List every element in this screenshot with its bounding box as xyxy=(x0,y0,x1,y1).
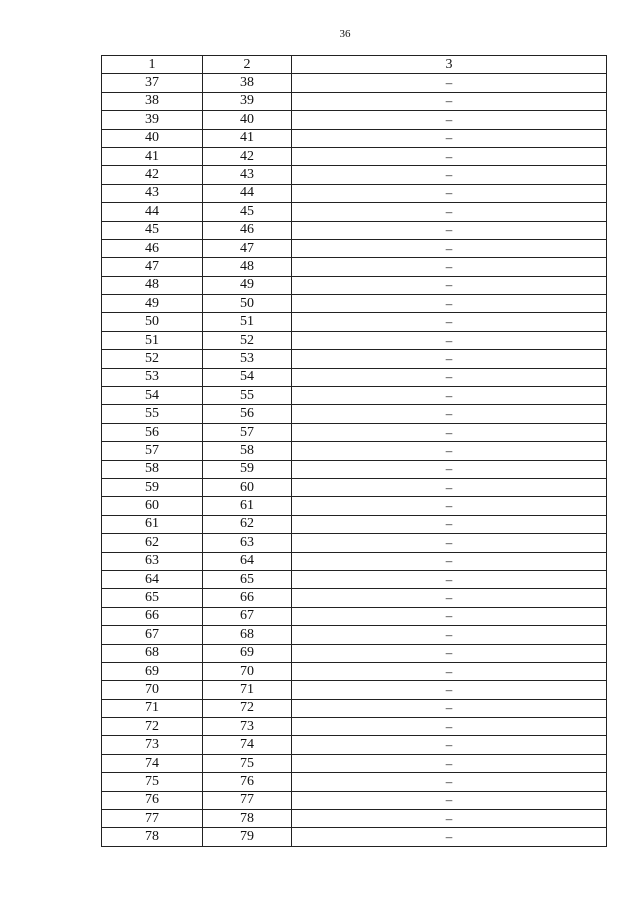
table-row xyxy=(102,718,607,736)
table-cell-col1: 48 xyxy=(102,276,203,294)
table-cell-col3: – xyxy=(292,442,607,460)
table-cell-col2: 68 xyxy=(203,626,292,644)
table-cell-col3: – xyxy=(292,699,607,717)
table-cell-col1: 72 xyxy=(102,718,203,736)
table-cell-col2: 62 xyxy=(203,515,292,533)
table-cell-col2: 39 xyxy=(203,92,292,110)
table-cell-col2: 52 xyxy=(203,331,292,349)
table-cell-col2: 57 xyxy=(203,423,292,441)
table-cell-col3: – xyxy=(292,552,607,570)
table-row xyxy=(102,258,607,276)
table-cell-col1: 61 xyxy=(102,515,203,533)
table-cell-col2: 70 xyxy=(203,662,292,680)
table-cell-col3: – xyxy=(292,92,607,110)
table-cell-col3: – xyxy=(292,313,607,331)
table-cell-col1: 59 xyxy=(102,478,203,496)
table-cell-col1: 78 xyxy=(102,828,203,846)
table-row xyxy=(102,111,607,129)
table-cell-col2: 75 xyxy=(203,754,292,772)
table-cell-col1: 68 xyxy=(102,644,203,662)
table-cell-col2: 79 xyxy=(203,828,292,846)
table-cell-col1: 51 xyxy=(102,331,203,349)
table-cell-col3: – xyxy=(292,736,607,754)
table-cell-col3: – xyxy=(292,718,607,736)
table-cell-col3: – xyxy=(292,534,607,552)
table-row xyxy=(102,681,607,699)
table-row xyxy=(102,791,607,809)
table-cell-col1: 65 xyxy=(102,589,203,607)
table-cell-col2: 49 xyxy=(203,276,292,294)
table-header-row xyxy=(102,56,607,74)
table-cell-col1: 66 xyxy=(102,607,203,625)
page-number: 36 xyxy=(339,28,351,40)
table-cell-col3: – xyxy=(292,74,607,92)
table-row xyxy=(102,497,607,515)
table-row xyxy=(102,221,607,239)
table-cell-col1: 58 xyxy=(102,460,203,478)
table-cell-col3: – xyxy=(292,681,607,699)
table-cell-col3: – xyxy=(292,497,607,515)
table-cell-col2: 63 xyxy=(203,534,292,552)
table-cell-col3: – xyxy=(292,828,607,846)
table-cell-col3: – xyxy=(292,111,607,129)
table-cell-col3: – xyxy=(292,258,607,276)
table-cell-col1: 50 xyxy=(102,313,203,331)
table-cell-col1: 76 xyxy=(102,791,203,809)
table-cell-col1: 77 xyxy=(102,810,203,828)
table-cell-col3: – xyxy=(292,221,607,239)
table-row xyxy=(102,295,607,313)
table-row xyxy=(102,644,607,662)
table-cell-col3: – xyxy=(292,184,607,202)
table-cell-col2: 54 xyxy=(203,368,292,386)
table-header xyxy=(102,56,607,74)
table-cell-col1: 67 xyxy=(102,626,203,644)
table-row xyxy=(102,368,607,386)
column-header-3: 3 xyxy=(292,56,607,74)
table-cell-col3: – xyxy=(292,773,607,791)
table-cell-col1: 62 xyxy=(102,534,203,552)
table-cell-col2: 58 xyxy=(203,442,292,460)
table-row xyxy=(102,331,607,349)
table-cell-col3: – xyxy=(292,203,607,221)
table-cell-col2: 55 xyxy=(203,387,292,405)
table-cell-col2: 38 xyxy=(203,74,292,92)
table-row xyxy=(102,534,607,552)
table-cell-col2: 71 xyxy=(203,681,292,699)
table-row xyxy=(102,405,607,423)
table-cell-col3: – xyxy=(292,662,607,680)
table-cell-col1: 54 xyxy=(102,387,203,405)
table-cell-col2: 67 xyxy=(203,607,292,625)
table-cell-col1: 75 xyxy=(102,773,203,791)
table-cell-col2: 50 xyxy=(203,295,292,313)
table-row xyxy=(102,276,607,294)
table-row xyxy=(102,239,607,257)
table-cell-col3: – xyxy=(292,239,607,257)
table-row xyxy=(102,754,607,772)
table-cell-col3: – xyxy=(292,276,607,294)
table-cell-col1: 69 xyxy=(102,662,203,680)
table-cell-col3: – xyxy=(292,331,607,349)
table-cell-col1: 44 xyxy=(102,203,203,221)
table-cell-col1: 60 xyxy=(102,497,203,515)
table-row xyxy=(102,736,607,754)
table-cell-col1: 63 xyxy=(102,552,203,570)
table-cell-col1: 56 xyxy=(102,423,203,441)
table-row xyxy=(102,478,607,496)
table-cell-col3: – xyxy=(292,460,607,478)
table-cell-col2: 41 xyxy=(203,129,292,147)
table-body xyxy=(102,74,607,846)
table-cell-col1: 38 xyxy=(102,92,203,110)
table-cell-col3: – xyxy=(292,607,607,625)
column-header-2: 2 xyxy=(203,56,292,74)
table-row xyxy=(102,589,607,607)
table-row xyxy=(102,460,607,478)
table-row xyxy=(102,773,607,791)
table-cell-col2: 74 xyxy=(203,736,292,754)
table-cell-col1: 46 xyxy=(102,239,203,257)
table-cell-col2: 72 xyxy=(203,699,292,717)
table-cell-col3: – xyxy=(292,387,607,405)
table-row xyxy=(102,387,607,405)
table-cell-col2: 78 xyxy=(203,810,292,828)
table-cell-col2: 73 xyxy=(203,718,292,736)
table-cell-col3: – xyxy=(292,754,607,772)
table-cell-col3: – xyxy=(292,423,607,441)
table-cell-col1: 70 xyxy=(102,681,203,699)
table-row xyxy=(102,828,607,846)
table-cell-col1: 71 xyxy=(102,699,203,717)
table-cell-col2: 60 xyxy=(203,478,292,496)
table-cell-col1: 57 xyxy=(102,442,203,460)
table-cell-col3: – xyxy=(292,478,607,496)
table-cell-col3: – xyxy=(292,626,607,644)
table-cell-col2: 47 xyxy=(203,239,292,257)
table-cell-col2: 44 xyxy=(203,184,292,202)
table-cell-col1: 41 xyxy=(102,147,203,165)
table-row xyxy=(102,423,607,441)
table-cell-col2: 61 xyxy=(203,497,292,515)
table-cell-col2: 46 xyxy=(203,221,292,239)
table-cell-col1: 64 xyxy=(102,570,203,588)
table-cell-col1: 55 xyxy=(102,405,203,423)
table-cell-col1: 39 xyxy=(102,111,203,129)
table-row xyxy=(102,129,607,147)
table-cell-col1: 40 xyxy=(102,129,203,147)
table-row xyxy=(102,92,607,110)
table-row xyxy=(102,699,607,717)
table-cell-col3: – xyxy=(292,589,607,607)
table-cell-col3: – xyxy=(292,570,607,588)
table-cell-col2: 64 xyxy=(203,552,292,570)
table-cell-col3: – xyxy=(292,295,607,313)
table-row xyxy=(102,552,607,570)
data-table xyxy=(101,55,607,847)
table-cell-col3: – xyxy=(292,405,607,423)
table-cell-col1: 52 xyxy=(102,350,203,368)
table-row xyxy=(102,515,607,533)
table-cell-col2: 66 xyxy=(203,589,292,607)
table-cell-col2: 48 xyxy=(203,258,292,276)
table-cell-col3: – xyxy=(292,810,607,828)
table-row xyxy=(102,662,607,680)
table-cell-col2: 59 xyxy=(203,460,292,478)
table-cell-col1: 37 xyxy=(102,74,203,92)
table-cell-col2: 53 xyxy=(203,350,292,368)
table-row xyxy=(102,442,607,460)
table-row xyxy=(102,607,607,625)
table-row xyxy=(102,350,607,368)
table-row xyxy=(102,147,607,165)
table-cell-col2: 43 xyxy=(203,166,292,184)
table-row xyxy=(102,184,607,202)
table-cell-col3: – xyxy=(292,368,607,386)
table-row xyxy=(102,570,607,588)
table-cell-col3: – xyxy=(292,147,607,165)
table-cell-col2: 40 xyxy=(203,111,292,129)
table-cell-col1: 49 xyxy=(102,295,203,313)
table-row xyxy=(102,203,607,221)
table-cell-col1: 45 xyxy=(102,221,203,239)
table-cell-col2: 51 xyxy=(203,313,292,331)
table-cell-col1: 47 xyxy=(102,258,203,276)
table-cell-col1: 53 xyxy=(102,368,203,386)
table-cell-col2: 56 xyxy=(203,405,292,423)
table-cell-col3: – xyxy=(292,515,607,533)
table-row xyxy=(102,810,607,828)
table-cell-col3: – xyxy=(292,129,607,147)
table-row xyxy=(102,166,607,184)
table-cell-col3: – xyxy=(292,350,607,368)
table-row xyxy=(102,74,607,92)
table-cell-col2: 77 xyxy=(203,791,292,809)
table-cell-col1: 43 xyxy=(102,184,203,202)
table-row xyxy=(102,313,607,331)
table-cell-col2: 76 xyxy=(203,773,292,791)
table-cell-col3: – xyxy=(292,644,607,662)
column-header-1: 1 xyxy=(102,56,203,74)
table-cell-col2: 45 xyxy=(203,203,292,221)
table-row xyxy=(102,626,607,644)
table-cell-col1: 74 xyxy=(102,754,203,772)
table-cell-col1: 42 xyxy=(102,166,203,184)
table-cell-col2: 42 xyxy=(203,147,292,165)
table-cell-col2: 69 xyxy=(203,644,292,662)
table-cell-col1: 73 xyxy=(102,736,203,754)
table-cell-col3: – xyxy=(292,791,607,809)
table-cell-col3: – xyxy=(292,166,607,184)
table-cell-col2: 65 xyxy=(203,570,292,588)
